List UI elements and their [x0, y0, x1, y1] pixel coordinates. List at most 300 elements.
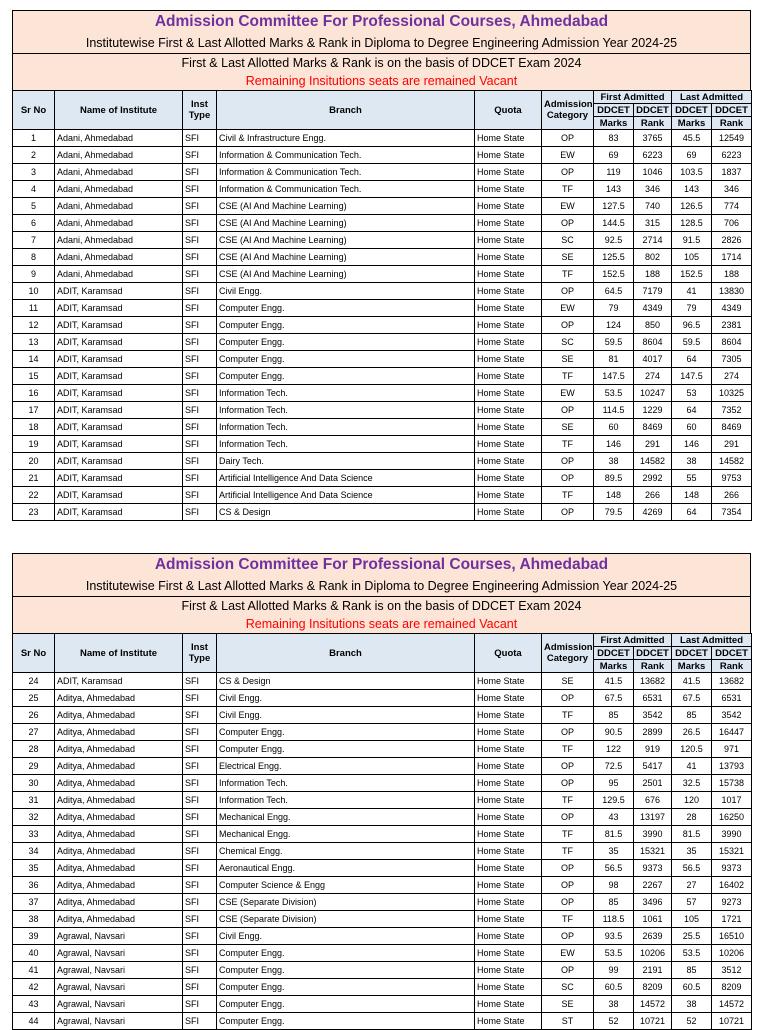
cell-quota: Home State [475, 809, 542, 826]
cell-first-marks: 122 [594, 741, 634, 758]
cell-inst-type: SFI [183, 504, 217, 521]
cell-inst-type: SFI [183, 775, 217, 792]
table-row [13, 419, 752, 436]
cell-first-marks: 53.5 [594, 945, 634, 962]
cell-branch: CSE (Separate Division) [217, 894, 475, 911]
cell-last-marks: 55 [672, 470, 712, 487]
cell-last-marks: 64 [672, 351, 712, 368]
cell-inst-type: SFI [183, 368, 217, 385]
cell-last-marks: 60 [672, 419, 712, 436]
cell-last-rank: 1714 [712, 249, 752, 266]
cell-first-marks: 119 [594, 164, 634, 181]
cell-institute: Adani, Ahmedabad [55, 215, 183, 232]
cell-last-rank: 7352 [712, 402, 752, 419]
cell-inst-type: SFI [183, 792, 217, 809]
col-marks: Marks [672, 660, 712, 673]
cell-sr-no: 36 [13, 877, 55, 894]
cell-inst-type: SFI [183, 402, 217, 419]
cell-last-rank: 9753 [712, 470, 752, 487]
cell-branch: Computer Engg. [217, 962, 475, 979]
cell-institute: ADIT, Karamsad [55, 351, 183, 368]
cell-first-marks: 98 [594, 877, 634, 894]
cell-sr-no: 16 [13, 385, 55, 402]
cell-category: EW [542, 385, 594, 402]
cell-institute: ADIT, Karamsad [55, 419, 183, 436]
cell-institute: ADIT, Karamsad [55, 453, 183, 470]
table-row [13, 351, 752, 368]
cell-category: ST [542, 1013, 594, 1030]
cell-branch: Artificial Intelligence And Data Science [217, 470, 475, 487]
table-row [13, 826, 752, 843]
vacant-note: Remaining Insitutions seats are remained Vacant [245, 74, 518, 88]
cell-first-marks: 60.5 [594, 979, 634, 996]
table-row [13, 741, 752, 758]
allotment-table [12, 90, 752, 521]
cell-category: OP [542, 928, 594, 945]
cell-branch: Computer Engg. [217, 300, 475, 317]
table-row [13, 996, 752, 1013]
cell-last-marks: 41.5 [672, 673, 712, 690]
cell-first-rank: 919 [634, 741, 672, 758]
cell-first-marks: 124 [594, 317, 634, 334]
table-row [13, 758, 752, 775]
cell-last-marks: 60.5 [672, 979, 712, 996]
cell-inst-type: SFI [183, 249, 217, 266]
cell-institute: ADIT, Karamsad [55, 385, 183, 402]
cell-last-marks: 35 [672, 843, 712, 860]
cell-quota: Home State [475, 368, 542, 385]
cell-sr-no: 10 [13, 283, 55, 300]
cell-institute: ADIT, Karamsad [55, 402, 183, 419]
cell-inst-type: SFI [183, 1013, 217, 1030]
cell-category: TF [542, 368, 594, 385]
cell-last-rank: 8604 [712, 334, 752, 351]
cell-first-marks: 114.5 [594, 402, 634, 419]
cell-first-marks: 118.5 [594, 911, 634, 928]
cell-quota: Home State [475, 453, 542, 470]
cell-inst-type: SFI [183, 979, 217, 996]
cell-institute: Adani, Ahmedabad [55, 266, 183, 283]
col-ddcet: DDCET [594, 647, 634, 660]
cell-last-marks: 79 [672, 300, 712, 317]
cell-last-marks: 38 [672, 996, 712, 1013]
cell-category: OP [542, 775, 594, 792]
cell-inst-type: SFI [183, 911, 217, 928]
vacant-note: Remaining Insitutions seats are remained Vacant [245, 617, 518, 631]
table-body [13, 673, 752, 1030]
cell-first-marks: 89.5 [594, 470, 634, 487]
cell-inst-type: SFI [183, 147, 217, 164]
cell-sr-no: 15 [13, 368, 55, 385]
table-row [13, 894, 752, 911]
cell-first-rank: 8469 [634, 419, 672, 436]
cell-category: OP [542, 164, 594, 181]
cell-institute: Adani, Ahmedabad [55, 232, 183, 249]
cell-quota: Home State [475, 317, 542, 334]
cell-institute: Aditya, Ahmedabad [55, 860, 183, 877]
cell-branch: CSE (AI And Machine Learning) [217, 249, 475, 266]
col-ddcet: DDCET [672, 104, 712, 117]
cell-branch: CSE (AI And Machine Learning) [217, 266, 475, 283]
cell-quota: Home State [475, 758, 542, 775]
cell-institute: ADIT, Karamsad [55, 504, 183, 521]
cell-last-rank: 1017 [712, 792, 752, 809]
cell-last-marks: 146 [672, 436, 712, 453]
cell-branch: Information & Communication Tech. [217, 164, 475, 181]
cell-first-marks: 81 [594, 351, 634, 368]
table-row [13, 283, 752, 300]
cell-institute: Aditya, Ahmedabad [55, 792, 183, 809]
cell-quota: Home State [475, 402, 542, 419]
cell-first-rank: 4017 [634, 351, 672, 368]
cell-category: EW [542, 198, 594, 215]
cell-category: OP [542, 962, 594, 979]
cell-first-rank: 2191 [634, 962, 672, 979]
cell-branch: Computer Engg. [217, 724, 475, 741]
cell-last-marks: 126.5 [672, 198, 712, 215]
cell-inst-type: SFI [183, 690, 217, 707]
table-row [13, 436, 752, 453]
cell-category: TF [542, 181, 594, 198]
cell-first-rank: 9373 [634, 860, 672, 877]
cell-institute: Aditya, Ahmedabad [55, 877, 183, 894]
cell-branch: CSE (AI And Machine Learning) [217, 215, 475, 232]
cell-category: TF [542, 487, 594, 504]
table-row [13, 775, 752, 792]
cell-last-rank: 16447 [712, 724, 752, 741]
cell-last-rank: 774 [712, 198, 752, 215]
cell-last-rank: 14572 [712, 996, 752, 1013]
col-branch: Branch [217, 91, 475, 130]
table-row [13, 1013, 752, 1030]
cell-category: OP [542, 724, 594, 741]
cell-last-rank: 2826 [712, 232, 752, 249]
cell-category: TF [542, 792, 594, 809]
cell-inst-type: SFI [183, 130, 217, 147]
cell-sr-no: 33 [13, 826, 55, 843]
cell-last-marks: 152.5 [672, 266, 712, 283]
cell-first-marks: 93.5 [594, 928, 634, 945]
cell-category: OP [542, 470, 594, 487]
cell-first-rank: 13197 [634, 809, 672, 826]
cell-first-marks: 85 [594, 707, 634, 724]
cell-first-rank: 10206 [634, 945, 672, 962]
cell-last-marks: 56.5 [672, 860, 712, 877]
cell-last-marks: 147.5 [672, 368, 712, 385]
report-page-2 [12, 553, 751, 1030]
cell-first-rank: 5417 [634, 758, 672, 775]
cell-institute: Aditya, Ahmedabad [55, 911, 183, 928]
cell-first-rank: 2639 [634, 928, 672, 945]
cell-branch: Information Tech. [217, 775, 475, 792]
cell-institute: Agrawal, Navsari [55, 996, 183, 1013]
col-rank: Rank [634, 117, 672, 130]
cell-first-rank: 2267 [634, 877, 672, 894]
cell-last-marks: 26.5 [672, 724, 712, 741]
cell-inst-type: SFI [183, 215, 217, 232]
cell-first-rank: 802 [634, 249, 672, 266]
cell-sr-no: 40 [13, 945, 55, 962]
cell-last-marks: 67.5 [672, 690, 712, 707]
cell-last-rank: 6531 [712, 690, 752, 707]
table-row [13, 928, 752, 945]
table-row [13, 147, 752, 164]
cell-inst-type: SFI [183, 843, 217, 860]
cell-last-marks: 27 [672, 877, 712, 894]
cell-last-marks: 148 [672, 487, 712, 504]
col-quota: Quota [475, 91, 542, 130]
cell-quota: Home State [475, 928, 542, 945]
cell-sr-no: 9 [13, 266, 55, 283]
cell-sr-no: 21 [13, 470, 55, 487]
cell-sr-no: 23 [13, 504, 55, 521]
report-title: Admission Committee For Professional Courses, Ahmedabad [154, 13, 609, 30]
cell-last-rank: 16402 [712, 877, 752, 894]
cell-quota: Home State [475, 249, 542, 266]
cell-branch: Information Tech. [217, 419, 475, 436]
cell-category: TF [542, 741, 594, 758]
cell-branch: Computer Engg. [217, 317, 475, 334]
cell-institute: Aditya, Ahmedabad [55, 826, 183, 843]
cell-sr-no: 12 [13, 317, 55, 334]
cell-first-marks: 129.5 [594, 792, 634, 809]
cell-category: SE [542, 419, 594, 436]
cell-branch: Information & Communication Tech. [217, 147, 475, 164]
cell-quota: Home State [475, 130, 542, 147]
cell-sr-no: 38 [13, 911, 55, 928]
cell-branch: CSE (AI And Machine Learning) [217, 198, 475, 215]
report-page-1 [12, 10, 751, 521]
cell-branch: Computer Engg. [217, 979, 475, 996]
cell-inst-type: SFI [183, 928, 217, 945]
cell-last-marks: 41 [672, 283, 712, 300]
col-marks: Marks [672, 117, 712, 130]
cell-branch: Computer Engg. [217, 1013, 475, 1030]
table-row [13, 792, 752, 809]
cell-sr-no: 4 [13, 181, 55, 198]
table-row [13, 198, 752, 215]
cell-inst-type: SFI [183, 419, 217, 436]
cell-first-marks: 146 [594, 436, 634, 453]
cell-first-marks: 79 [594, 300, 634, 317]
cell-first-marks: 143 [594, 181, 634, 198]
cell-inst-type: SFI [183, 962, 217, 979]
cell-first-marks: 144.5 [594, 215, 634, 232]
cell-first-marks: 59.5 [594, 334, 634, 351]
cell-quota: Home State [475, 962, 542, 979]
cell-first-rank: 14572 [634, 996, 672, 1013]
table-row [13, 453, 752, 470]
cell-first-rank: 1229 [634, 402, 672, 419]
cell-last-marks: 45.5 [672, 130, 712, 147]
cell-first-marks: 85 [594, 894, 634, 911]
cell-sr-no: 2 [13, 147, 55, 164]
cell-branch: Computer Science & Engg [217, 877, 475, 894]
cell-sr-no: 11 [13, 300, 55, 317]
cell-category: SC [542, 334, 594, 351]
cell-sr-no: 7 [13, 232, 55, 249]
cell-first-marks: 64.5 [594, 283, 634, 300]
cell-first-rank: 1061 [634, 911, 672, 928]
cell-quota: Home State [475, 826, 542, 843]
cell-last-marks: 64 [672, 402, 712, 419]
cell-branch: Computer Engg. [217, 741, 475, 758]
cell-branch: Computer Engg. [217, 334, 475, 351]
table-row [13, 402, 752, 419]
cell-category: OP [542, 877, 594, 894]
cell-inst-type: SFI [183, 436, 217, 453]
cell-institute: ADIT, Karamsad [55, 470, 183, 487]
cell-institute: Aditya, Ahmedabad [55, 843, 183, 860]
cell-first-rank: 10721 [634, 1013, 672, 1030]
cell-first-marks: 81.5 [594, 826, 634, 843]
cell-quota: Home State [475, 894, 542, 911]
cell-quota: Home State [475, 724, 542, 741]
cell-institute: ADIT, Karamsad [55, 368, 183, 385]
cell-first-rank: 2501 [634, 775, 672, 792]
cell-first-rank: 4349 [634, 300, 672, 317]
cell-category: SC [542, 979, 594, 996]
cell-quota: Home State [475, 945, 542, 962]
cell-sr-no: 29 [13, 758, 55, 775]
cell-inst-type: SFI [183, 317, 217, 334]
cell-last-marks: 57 [672, 894, 712, 911]
cell-first-rank: 8604 [634, 334, 672, 351]
cell-category: TF [542, 436, 594, 453]
cell-first-rank: 7179 [634, 283, 672, 300]
cell-sr-no: 42 [13, 979, 55, 996]
cell-category: OP [542, 860, 594, 877]
table-row [13, 877, 752, 894]
cell-first-rank: 6531 [634, 690, 672, 707]
cell-institute: Agrawal, Navsari [55, 945, 183, 962]
cell-inst-type: SFI [183, 724, 217, 741]
cell-last-rank: 10206 [712, 945, 752, 962]
cell-quota: Home State [475, 741, 542, 758]
cell-quota: Home State [475, 860, 542, 877]
table-row [13, 724, 752, 741]
cell-inst-type: SFI [183, 809, 217, 826]
cell-quota: Home State [475, 181, 542, 198]
report-basis: First & Last Allotted Marks & Rank is on the basis of DDCET Exam 2024 [181, 599, 582, 613]
cell-inst-type: SFI [183, 351, 217, 368]
report-subtitle: Institutewise First & Last Allotted Marks & Rank in Diploma to Degree Engineering Admission Year 2024-25 [13, 576, 750, 597]
cell-first-marks: 67.5 [594, 690, 634, 707]
cell-branch: Civil Engg. [217, 707, 475, 724]
cell-branch: Dairy Tech. [217, 453, 475, 470]
cell-sr-no: 44 [13, 1013, 55, 1030]
cell-quota: Home State [475, 996, 542, 1013]
cell-branch: Aeronautical Engg. [217, 860, 475, 877]
cell-last-rank: 10721 [712, 1013, 752, 1030]
cell-last-rank: 13793 [712, 758, 752, 775]
cell-category: OP [542, 758, 594, 775]
cell-first-rank: 850 [634, 317, 672, 334]
cell-inst-type: SFI [183, 385, 217, 402]
cell-branch: Information Tech. [217, 436, 475, 453]
table-row [13, 317, 752, 334]
cell-last-rank: 266 [712, 487, 752, 504]
cell-first-marks: 148 [594, 487, 634, 504]
cell-inst-type: SFI [183, 894, 217, 911]
cell-last-rank: 16510 [712, 928, 752, 945]
table-row [13, 181, 752, 198]
cell-first-rank: 740 [634, 198, 672, 215]
cell-last-marks: 28 [672, 809, 712, 826]
cell-sr-no: 22 [13, 487, 55, 504]
cell-inst-type: SFI [183, 300, 217, 317]
col-last-admitted: Last Admitted [672, 634, 752, 647]
cell-quota: Home State [475, 334, 542, 351]
cell-inst-type: SFI [183, 453, 217, 470]
report-header [12, 10, 751, 90]
cell-category: TF [542, 911, 594, 928]
cell-last-rank: 12549 [712, 130, 752, 147]
cell-last-marks: 41 [672, 758, 712, 775]
cell-first-rank: 3542 [634, 707, 672, 724]
cell-first-rank: 3765 [634, 130, 672, 147]
cell-institute: Agrawal, Navsari [55, 928, 183, 945]
cell-quota: Home State [475, 300, 542, 317]
cell-first-marks: 38 [594, 996, 634, 1013]
cell-last-rank: 7305 [712, 351, 752, 368]
cell-inst-type: SFI [183, 487, 217, 504]
cell-institute: Aditya, Ahmedabad [55, 809, 183, 826]
table-row [13, 368, 752, 385]
cell-inst-type: SFI [183, 232, 217, 249]
report-title: Admission Committee For Professional Courses, Ahmedabad [154, 556, 609, 573]
cell-sr-no: 39 [13, 928, 55, 945]
cell-last-marks: 128.5 [672, 215, 712, 232]
table-row [13, 249, 752, 266]
cell-branch: CS & Design [217, 673, 475, 690]
col-rank: Rank [712, 660, 752, 673]
cell-last-rank: 274 [712, 368, 752, 385]
cell-last-rank: 188 [712, 266, 752, 283]
cell-last-marks: 105 [672, 911, 712, 928]
cell-first-rank: 315 [634, 215, 672, 232]
cell-sr-no: 24 [13, 673, 55, 690]
cell-sr-no: 31 [13, 792, 55, 809]
col-ddcet: DDCET [594, 104, 634, 117]
cell-sr-no: 41 [13, 962, 55, 979]
cell-last-rank: 3990 [712, 826, 752, 843]
cell-branch: Mechanical Engg. [217, 809, 475, 826]
cell-sr-no: 43 [13, 996, 55, 1013]
cell-branch: CS & Design [217, 504, 475, 521]
cell-last-marks: 52 [672, 1013, 712, 1030]
cell-first-rank: 676 [634, 792, 672, 809]
cell-institute: ADIT, Karamsad [55, 487, 183, 504]
cell-sr-no: 19 [13, 436, 55, 453]
cell-last-marks: 143 [672, 181, 712, 198]
cell-last-marks: 85 [672, 962, 712, 979]
cell-institute: Aditya, Ahmedabad [55, 724, 183, 741]
table-row [13, 215, 752, 232]
col-inst-type: Inst Type [183, 91, 217, 130]
cell-last-rank: 1837 [712, 164, 752, 181]
table-row [13, 470, 752, 487]
cell-last-rank: 10325 [712, 385, 752, 402]
cell-last-rank: 15321 [712, 843, 752, 860]
cell-quota: Home State [475, 232, 542, 249]
cell-quota: Home State [475, 1013, 542, 1030]
cell-category: EW [542, 945, 594, 962]
cell-inst-type: SFI [183, 198, 217, 215]
cell-branch: Artificial Intelligence And Data Science [217, 487, 475, 504]
cell-first-marks: 60 [594, 419, 634, 436]
cell-inst-type: SFI [183, 470, 217, 487]
